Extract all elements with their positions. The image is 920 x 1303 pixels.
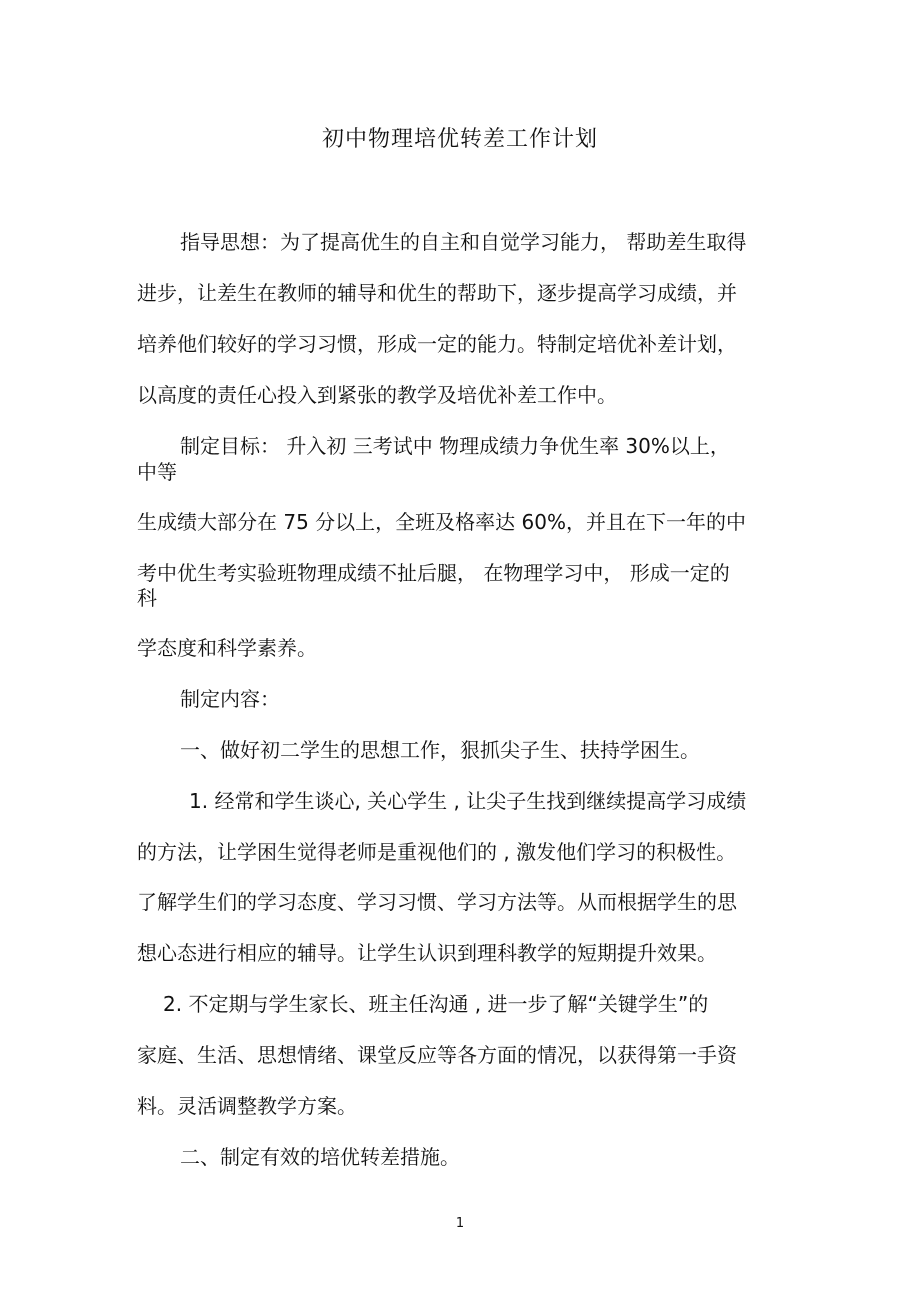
- paragraph-line: 1. 经常和学生谈心, 关心学生 , 让尖子生找到继续提高学习成绩: [189, 789, 747, 813]
- paragraph-line: 学态度和科学素养。: [137, 636, 317, 660]
- paragraph-line: 以高度的责任心投入到紧张的教学及培优补差工作中。: [137, 383, 617, 407]
- section-heading: 二、制定有效的培优转差措施。: [180, 1145, 460, 1169]
- section-heading: 一、做好初二学生的思想工作，狠抓尖子生、扶持学困生。: [180, 738, 700, 762]
- paragraph-line: 料。灵活调整教学方案。: [137, 1094, 357, 1118]
- paragraph-line: 了解学生们的学习态度、学习习惯、学习方法等。从而根据学生的思: [137, 890, 737, 914]
- page-number: 1: [455, 1216, 465, 1231]
- paragraph-line: 科: [137, 586, 157, 610]
- paragraph-line: 中等: [137, 460, 177, 484]
- document-title: 初中物理培优转差工作计划: [321, 127, 598, 152]
- paragraph-line: 进步，让差生在教师的辅导和优生的帮助下，逐步提高学习成绩，并: [137, 281, 737, 305]
- paragraph-line: 想心态进行相应的辅导。让学生认识到理科教学的短期提升效果。: [137, 941, 717, 965]
- paragraph-line: 2. 不定期与学生家长、班主任沟通 , 进一步了解“关键学生”的: [163, 992, 709, 1016]
- paragraph-line: 生成绩大部分在 75 分以上，全班及格率达 60%，并且在下一年的中: [137, 510, 746, 534]
- paragraph-line: 的方法，让学困生觉得老师是重视他们的 , 激发他们学习的积极性。: [137, 840, 737, 864]
- paragraph-line: 培养他们较好的学习习惯，形成一定的能力。特制定培优补差计划，: [137, 332, 737, 356]
- paragraph-line: 考中优生考实验班物理成绩不扯后腿， 在物理学习中， 形成一定的: [137, 561, 730, 585]
- paragraph-line: 指导思想：为了提高优生的自主和自觉学习能力， 帮助差生取得: [180, 230, 747, 254]
- section-heading: 制定内容：: [180, 687, 280, 711]
- paragraph-line: 家庭、生活、思想情绪、课堂反应等各方面的情况，以获得第一手资: [137, 1043, 737, 1067]
- paragraph-line: 制定目标： 升入初 三考试中 物理成绩力争优生率 30%以上，: [180, 434, 730, 458]
